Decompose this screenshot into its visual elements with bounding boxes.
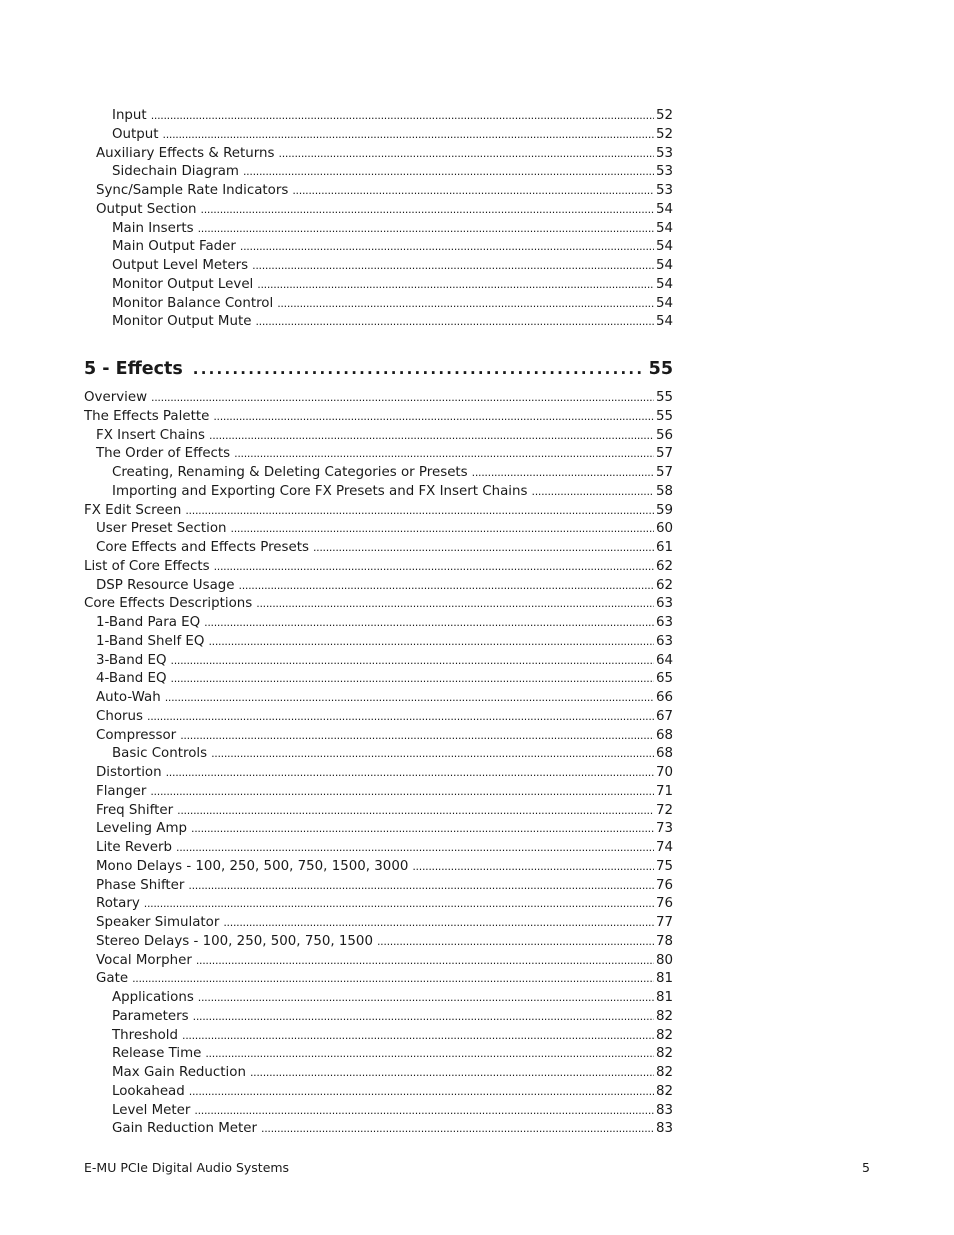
toc-entry[interactable] <box>84 989 673 1008</box>
dot-leader <box>165 689 654 708</box>
toc-entry-page-number: 61 <box>655 540 673 555</box>
toc-entry-page-number: 55 <box>655 390 673 405</box>
toc-entry-page-number: 80 <box>655 952 673 968</box>
toc-entry[interactable] <box>84 502 673 521</box>
dot-leader <box>257 276 654 295</box>
toc-entry[interactable] <box>84 970 673 989</box>
toc-entry[interactable] <box>84 614 673 633</box>
toc-entry-page-number: 66 <box>655 690 673 705</box>
toc-entry[interactable] <box>84 1027 673 1046</box>
dot-leader <box>240 238 654 257</box>
toc-entry-page-number: 59 <box>655 502 673 518</box>
toc-entry-title: Gain Reduction Meter <box>112 1121 258 1137</box>
toc-entry-page-number: 82 <box>655 1008 673 1024</box>
toc-entry-page-number: 78 <box>655 933 673 949</box>
toc-entry-title: Monitor Balance Control <box>112 295 274 311</box>
toc-entry[interactable] <box>84 858 673 877</box>
toc-entry[interactable] <box>84 952 673 971</box>
dot-leader <box>151 389 654 408</box>
dot-leader <box>151 107 654 126</box>
toc-entry-title: Speaker Simulator <box>96 915 220 930</box>
toc-entry-title: The Effects Palette <box>84 408 210 424</box>
dot-leader <box>198 989 654 1008</box>
toc-entry-page-number: 57 <box>655 446 673 462</box>
toc-entry[interactable] <box>84 126 673 145</box>
dot-leader <box>150 783 654 802</box>
toc-entry-title: Output <box>112 126 159 142</box>
toc-entry-page-number: 52 <box>655 108 673 123</box>
toc-entry-page-number: 68 <box>655 746 673 762</box>
dot-leader <box>255 313 653 332</box>
toc-entry-page-number: 54 <box>655 276 673 292</box>
toc-entry-page-number: 73 <box>655 821 673 837</box>
toc-entry-title: Freq Shifter <box>96 802 174 818</box>
dot-leader <box>211 745 654 764</box>
dot-leader <box>163 126 654 145</box>
toc-entry-title: Input <box>112 108 147 123</box>
toc-entry-title: Core Effects and Effects Presets <box>96 540 309 555</box>
footer-page-number: 5 <box>862 1160 870 1175</box>
dot-leader <box>532 483 654 502</box>
dot-leader <box>214 558 654 577</box>
toc-entry-title: Compressor <box>96 727 177 743</box>
dot-leader <box>231 520 654 539</box>
toc-entry[interactable] <box>84 408 673 427</box>
toc-entry-title: Parameters <box>112 1008 189 1024</box>
toc-entry-title: Auto-Wah <box>96 690 161 705</box>
dot-leader <box>194 1102 654 1121</box>
toc-entry-title: Stereo Delays - 100, 250, 500, 750, 1500 <box>96 933 373 949</box>
toc-entry[interactable] <box>84 427 673 446</box>
toc-entry-title: Lookahead <box>112 1083 185 1099</box>
toc-entry-title: Gate <box>96 971 129 987</box>
toc-entry[interactable] <box>84 201 673 220</box>
toc-chapter-heading[interactable] <box>84 359 673 389</box>
toc-entry[interactable] <box>84 914 673 933</box>
toc-entry-page-number: 63 <box>655 596 673 612</box>
dot-leader <box>185 502 654 521</box>
toc-entry-page-number: 81 <box>655 990 673 1005</box>
toc-entry-page-number: 62 <box>655 558 673 574</box>
toc-entry-title: Monitor Output Mute <box>112 314 252 330</box>
toc-entry-title: Vocal Morpher <box>96 952 192 968</box>
toc-entry-title: User Preset Section <box>96 521 227 537</box>
dot-leader <box>188 877 654 896</box>
toc-entry-page-number: 54 <box>655 258 673 273</box>
toc-entry-title: Sidechain Diagram <box>112 164 239 180</box>
toc-entry-page-number: 60 <box>655 521 673 537</box>
toc-entry-title: Overview <box>84 390 148 405</box>
toc-entry[interactable] <box>84 783 673 802</box>
toc-entry[interactable] <box>84 539 673 558</box>
dot-leader <box>180 727 654 746</box>
dot-leader <box>147 708 654 727</box>
toc-entry-title: Applications <box>112 990 194 1005</box>
dot-leader <box>208 633 654 652</box>
toc-entry[interactable] <box>84 633 673 652</box>
toc-entry[interactable] <box>84 1083 673 1102</box>
dot-leader <box>193 359 643 379</box>
toc-entry[interactable] <box>84 313 673 332</box>
toc-entry-title: Release Time <box>112 1046 202 1062</box>
toc-entry-title: Basic Controls <box>112 746 208 762</box>
toc-entry-title: 4-Band EQ <box>96 671 167 687</box>
dot-leader <box>472 464 654 483</box>
dot-leader <box>243 163 654 182</box>
toc-entry-page-number: 72 <box>655 802 673 818</box>
toc-entry-page-number: 75 <box>655 858 673 874</box>
toc-entry-page-number: 62 <box>655 577 673 593</box>
toc-entry-title: Flanger <box>96 783 147 799</box>
toc-entry-title: Lite Reverb <box>96 840 173 855</box>
toc-entry-title: Output Section <box>96 201 197 217</box>
toc-entry[interactable] <box>84 689 673 708</box>
toc-entry[interactable] <box>84 820 673 839</box>
toc-entry[interactable] <box>84 257 673 276</box>
toc-entry-title: 3-Band EQ <box>96 652 167 668</box>
dot-leader <box>261 1120 654 1139</box>
toc-entry-title: Sync/Sample Rate Indicators <box>96 183 289 198</box>
toc-entry[interactable] <box>84 238 673 257</box>
toc-entry-title: The Order of Effects <box>96 446 231 462</box>
toc-entry[interactable] <box>84 295 673 314</box>
dot-leader <box>412 858 654 877</box>
toc-entry[interactable] <box>84 764 673 783</box>
toc-entry-title: List of Core Effects <box>84 558 210 574</box>
dot-leader <box>213 408 654 427</box>
toc-entry-page-number: 81 <box>655 971 673 987</box>
toc-entry-title: Importing and Exporting Core FX Presets and FX Insert Chains <box>112 483 528 499</box>
toc-entry-title: DSP Resource Usage <box>96 577 235 593</box>
toc-entry-title: Max Gain Reduction <box>112 1065 246 1080</box>
toc-entry-page-number: 74 <box>655 840 673 855</box>
dot-leader <box>177 802 654 821</box>
toc-entry[interactable] <box>84 182 673 201</box>
toc-entry-page-number: 76 <box>655 896 673 912</box>
toc-entry-page-number: 57 <box>655 465 673 480</box>
dot-leader <box>171 652 654 671</box>
toc-entry-page-number: 83 <box>655 1121 673 1137</box>
toc-entry[interactable] <box>84 558 673 577</box>
dot-leader <box>191 820 654 839</box>
table-of-contents <box>84 107 673 1139</box>
toc-entry[interactable] <box>84 577 673 596</box>
dot-leader <box>196 952 654 971</box>
toc-entry-title: Main Output Fader <box>112 239 236 255</box>
toc-entry-page-number: 54 <box>655 239 673 255</box>
dot-leader <box>223 914 654 933</box>
toc-entry-title: Core Effects Descriptions <box>84 596 253 612</box>
toc-entry-page-number: 67 <box>655 708 673 724</box>
toc-entry-page-number: 63 <box>655 633 673 649</box>
toc-entry-title: Rotary <box>96 896 140 912</box>
toc-entry[interactable] <box>84 839 673 858</box>
toc-section-effects <box>84 389 673 1139</box>
toc-entry[interactable] <box>84 895 673 914</box>
toc-entry[interactable] <box>84 464 673 483</box>
dot-leader <box>166 764 654 783</box>
dot-leader <box>205 1045 654 1064</box>
toc-entry[interactable] <box>84 708 673 727</box>
toc-entry[interactable] <box>84 1045 673 1064</box>
toc-entry-page-number: 55 <box>655 408 673 424</box>
toc-entry-page-number: 64 <box>655 652 673 668</box>
toc-entry-title: Distortion <box>96 765 162 780</box>
toc-entry[interactable] <box>84 163 673 182</box>
toc-entry-page-number: 58 <box>655 483 673 499</box>
toc-entry-title: Creating, Renaming & Deleting Categories or Presets <box>112 465 468 480</box>
dot-leader <box>209 427 654 446</box>
dot-leader <box>132 970 654 989</box>
toc-entry-page-number: 54 <box>655 220 673 236</box>
dot-leader <box>201 201 654 220</box>
toc-entry-page-number: 82 <box>655 1083 673 1099</box>
dot-leader <box>234 445 654 464</box>
toc-entry-title: Auxiliary Effects & Returns <box>96 145 275 161</box>
toc-entry-page-number: 53 <box>655 145 673 161</box>
toc-entry[interactable] <box>84 652 673 671</box>
toc-entry[interactable] <box>84 1008 673 1027</box>
toc-entry-page-number: 53 <box>655 183 673 198</box>
toc-entry[interactable] <box>84 1120 673 1139</box>
toc-entry-title: Level Meter <box>112 1102 191 1118</box>
toc-entry-title: Output Level Meters <box>112 258 249 273</box>
toc-entry-page-number: 53 <box>655 164 673 180</box>
toc-entry[interactable] <box>84 877 673 896</box>
toc-entry[interactable] <box>84 389 673 408</box>
chapter-title: 5 - Effects <box>84 359 183 379</box>
dot-leader <box>193 1008 654 1027</box>
toc-entry-page-number: 54 <box>655 314 673 330</box>
dot-leader <box>198 220 654 239</box>
toc-entry-title: Phase Shifter <box>96 877 185 893</box>
footer-title: E-MU PCIe Digital Audio Systems <box>84 1160 290 1175</box>
toc-entry-title: Mono Delays - 100, 250, 500, 750, 1500, 3000 <box>96 858 409 874</box>
toc-entry-page-number: 83 <box>655 1102 673 1118</box>
toc-entry[interactable] <box>84 727 673 746</box>
dot-leader <box>182 1027 654 1046</box>
toc-entry[interactable] <box>84 107 673 126</box>
dot-leader <box>204 614 654 633</box>
toc-entry-page-number: 52 <box>655 126 673 142</box>
dot-leader <box>239 577 654 596</box>
toc-entry[interactable] <box>84 1064 673 1083</box>
toc-entry-page-number: 54 <box>655 201 673 217</box>
toc-entry-title: 1-Band Shelf EQ <box>96 633 205 649</box>
toc-entry-title: Threshold <box>112 1027 178 1043</box>
dot-leader <box>171 670 654 689</box>
toc-entry[interactable] <box>84 445 673 464</box>
toc-entry-page-number: 77 <box>655 915 673 930</box>
toc-entry[interactable] <box>84 745 673 764</box>
toc-entry-page-number: 76 <box>655 877 673 893</box>
toc-entry-page-number: 63 <box>655 615 673 630</box>
chapter-page-number: 55 <box>648 359 673 379</box>
toc-entry-page-number: 82 <box>655 1065 673 1080</box>
toc-entry-title: Monitor Output Level <box>112 276 254 292</box>
toc-entry[interactable] <box>84 1102 673 1121</box>
toc-entry[interactable] <box>84 145 673 164</box>
dot-leader <box>144 895 654 914</box>
toc-entry-title: 1-Band Para EQ <box>96 615 201 630</box>
toc-entry-page-number: 82 <box>655 1046 673 1062</box>
toc-entry-page-number: 68 <box>655 727 673 743</box>
toc-entry[interactable] <box>84 483 673 502</box>
dot-leader <box>277 295 654 314</box>
toc-entry[interactable] <box>84 933 673 952</box>
toc-entry-page-number: 70 <box>655 765 673 780</box>
dot-leader <box>250 1064 654 1083</box>
toc-entry-title: FX Insert Chains <box>96 427 206 443</box>
toc-entry-page-number: 71 <box>655 783 673 799</box>
toc-entry[interactable] <box>84 276 673 295</box>
toc-entry-page-number: 82 <box>655 1027 673 1043</box>
toc-section-previous-chapter <box>84 107 673 332</box>
dot-leader <box>313 539 654 558</box>
toc-entry[interactable] <box>84 595 673 614</box>
dot-leader <box>252 257 654 276</box>
toc-entry-title: Leveling Amp <box>96 821 188 837</box>
dot-leader <box>256 595 654 614</box>
toc-entry-page-number: 54 <box>655 295 673 311</box>
dot-leader <box>176 839 654 858</box>
dot-leader <box>189 1083 654 1102</box>
toc-entry-page-number: 56 <box>655 427 673 443</box>
dot-leader <box>377 933 654 952</box>
toc-entry[interactable] <box>84 802 673 821</box>
dot-leader <box>279 145 654 164</box>
toc-entry-title: Main Inserts <box>112 220 194 236</box>
toc-entry-page-number: 65 <box>655 671 673 687</box>
toc-entry[interactable] <box>84 520 673 539</box>
dot-leader <box>292 182 654 201</box>
toc-entry[interactable] <box>84 670 673 689</box>
toc-entry-title: Chorus <box>96 708 143 724</box>
toc-entry-title: FX Edit Screen <box>84 502 182 518</box>
toc-entry[interactable] <box>84 220 673 239</box>
